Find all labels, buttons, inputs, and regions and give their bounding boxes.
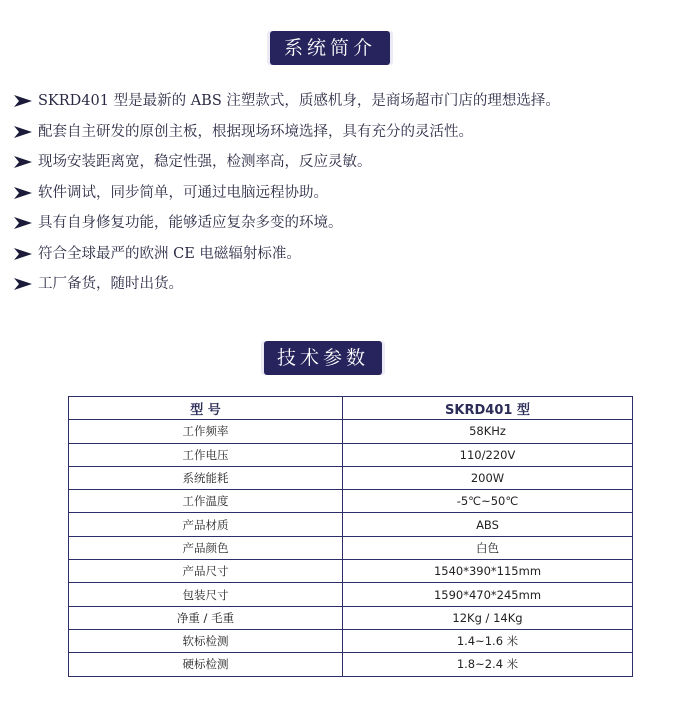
spec-label: 产品材质: [69, 513, 343, 536]
table-row: [69, 443, 633, 466]
spec-value: 白色: [343, 536, 633, 559]
arrow-bullet-icon: [14, 126, 38, 138]
spec-value: 110/220V: [343, 443, 633, 466]
spec-value: 1590*470*245mm: [343, 583, 633, 606]
spec-label: 工作电压: [69, 443, 343, 466]
feature-text: 配套自主研发的原创主板，根据现场环境选择，具有充分的灵活性。: [38, 123, 473, 140]
feature-item: [14, 178, 560, 209]
feature-item: [14, 239, 560, 270]
feature-text: 软件调试，同步简单，可通过电脑远程协助。: [38, 184, 328, 201]
feature-item: [14, 117, 560, 148]
feature-text: 工厂备货，随时出货。: [38, 276, 183, 292]
feature-item: [14, 86, 560, 117]
table-row: [69, 490, 633, 513]
intro-title: 系统简介: [283, 37, 376, 59]
spec-label: 净重 / 毛重: [69, 606, 343, 629]
spec-value: 200W: [343, 466, 633, 489]
table-row: [69, 466, 633, 489]
spec-label: 硬标检测: [69, 653, 343, 676]
spec-title: 技术参数: [276, 347, 369, 369]
spec-table-header: [69, 397, 633, 420]
feature-text: SKRD401 型是最新的 ABS 注塑款式，质感机身，是商场超市门店的理想选择。: [38, 93, 560, 109]
spec-label: 产品颜色: [69, 536, 343, 559]
spec-label: 工作温度: [69, 490, 343, 513]
arrow-bullet-icon: [14, 217, 38, 229]
spec-value: ABS: [343, 513, 633, 536]
spec-label: 产品尺寸: [69, 560, 343, 583]
spec-label: 包装尺寸: [69, 583, 343, 606]
feature-item: [14, 269, 560, 300]
spec-title-banner: [264, 341, 382, 375]
intro-title-banner: [270, 31, 390, 65]
spec-value: 58KHz: [343, 420, 633, 443]
spec-label: 系统能耗: [69, 466, 343, 489]
arrow-bullet-icon: [14, 95, 38, 107]
spec-value: 1.8~2.4 米: [343, 653, 633, 676]
spec-value: 12Kg / 14Kg: [343, 606, 633, 629]
spec-value: 1.4~1.6 米: [343, 629, 633, 652]
feature-item: [14, 208, 560, 239]
table-row: [69, 606, 633, 629]
feature-text: 现场安装距离宽，稳定性强，检测率高，反应灵敏。: [38, 154, 372, 170]
spec-label: 软标检测: [69, 629, 343, 652]
spec-value: -5℃~50℃: [343, 490, 633, 513]
table-row: [69, 536, 633, 559]
table-row: [69, 653, 633, 676]
feature-text: 符合全球最严的欧洲 CE 电磁辐射标准。: [38, 245, 301, 262]
spec-value: 1540*390*115mm: [343, 560, 633, 583]
table-row: [69, 583, 633, 606]
table-row: [69, 420, 633, 443]
feature-text: 具有自身修复功能，能够适应复杂多变的环境。: [38, 215, 343, 231]
feature-item: [14, 147, 560, 178]
table-row: [69, 629, 633, 652]
spec-table: [68, 396, 633, 677]
arrow-bullet-icon: [14, 248, 38, 260]
arrow-bullet-icon: [14, 187, 38, 199]
table-row: [69, 560, 633, 583]
arrow-bullet-icon: [14, 278, 38, 290]
spec-header-value: SKRD401 型: [343, 397, 633, 420]
spec-header-label: 型 号: [69, 397, 343, 420]
arrow-bullet-icon: [14, 156, 38, 168]
feature-list: [14, 86, 560, 300]
spec-label: 工作频率: [69, 420, 343, 443]
table-row: [69, 513, 633, 536]
